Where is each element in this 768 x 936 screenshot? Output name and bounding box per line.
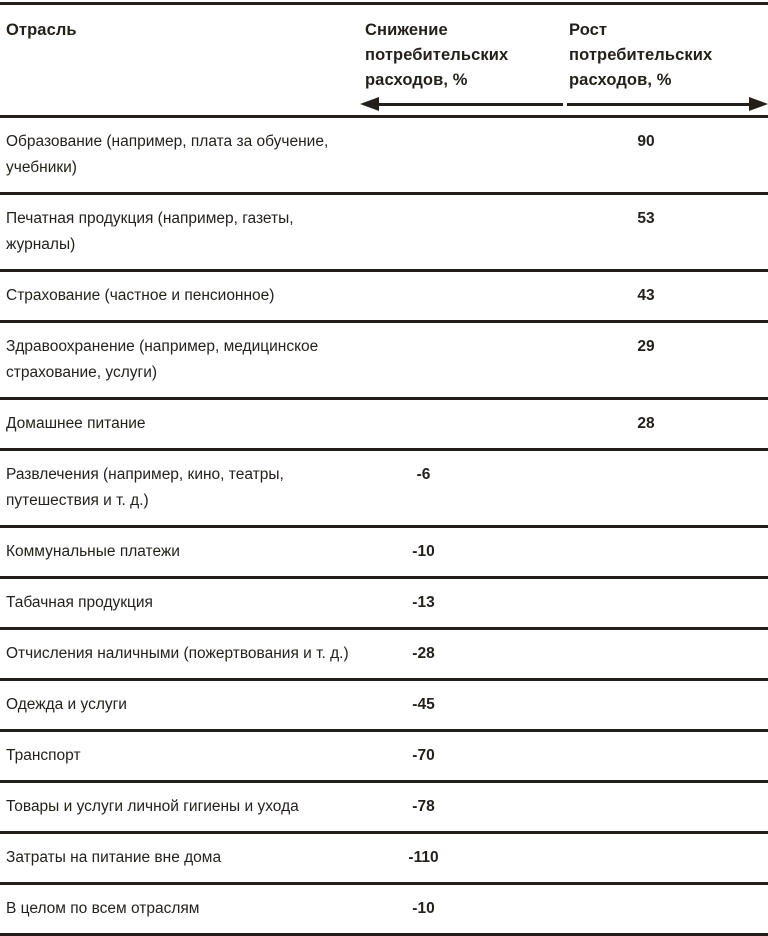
table-cell-industry xyxy=(0,399,360,450)
arrow-right-icon xyxy=(565,93,768,115)
increase-value: 29 xyxy=(637,338,655,355)
industry-label: Затраты на питание вне дома xyxy=(6,849,222,866)
decrease-value: -28 xyxy=(412,645,435,662)
header-arrow-increase-cell xyxy=(565,93,768,117)
arrow-left-head xyxy=(360,97,379,111)
table-row xyxy=(0,399,768,450)
increase-value: 90 xyxy=(637,133,655,150)
column-header-decrease-line2: потребительских xyxy=(365,46,509,64)
column-header-decrease xyxy=(360,0,565,93)
table-cell-decrease xyxy=(360,399,565,450)
decrease-value: -70 xyxy=(412,747,435,764)
table-cell-increase xyxy=(565,450,768,527)
decrease-value: -10 xyxy=(412,900,435,917)
table-row xyxy=(0,884,768,935)
arrow-left-shaft xyxy=(378,103,563,106)
table-cell-increase xyxy=(565,833,768,884)
table-row xyxy=(0,629,768,680)
decrease-value xyxy=(360,323,565,345)
table-cell-increase xyxy=(565,731,768,782)
column-header-increase-label xyxy=(565,0,768,93)
industry-label: Печатная продукция (например, газеты, журналы) xyxy=(6,210,294,253)
table-cell-decrease xyxy=(360,884,565,935)
table-cell-decrease xyxy=(360,629,565,680)
table-row xyxy=(0,322,768,399)
industry-label: Страхование (частное и пенсионное) xyxy=(6,287,275,304)
increase-value xyxy=(565,630,768,652)
table-row xyxy=(0,782,768,833)
decrease-value xyxy=(360,400,565,422)
industry-label: Товары и услуги личной гигиены и ухода xyxy=(6,798,299,815)
table-cell-decrease xyxy=(360,527,565,578)
decrease-value xyxy=(360,272,565,294)
table-cell-decrease xyxy=(360,322,565,399)
column-header-decrease-line1: Снижение xyxy=(365,21,448,39)
table-row xyxy=(0,833,768,884)
increase-value xyxy=(565,528,768,550)
increase-value xyxy=(565,783,768,805)
arrow-left-icon xyxy=(360,93,565,115)
industry-label: Одежда и услуги xyxy=(6,696,127,713)
industry-label: В целом по всем отраслям xyxy=(6,900,200,917)
increase-value: 28 xyxy=(637,415,655,432)
table-header-arrow-row xyxy=(0,93,768,117)
table-cell-decrease xyxy=(360,271,565,322)
decrease-value: -10 xyxy=(412,543,435,560)
decrease-value xyxy=(360,118,565,140)
decrease-value: -110 xyxy=(408,849,439,866)
table-row xyxy=(0,680,768,731)
table-row xyxy=(0,578,768,629)
table-cell-increase xyxy=(565,117,768,194)
column-header-increase-line3: расходов, % xyxy=(569,71,672,89)
table-row xyxy=(0,271,768,322)
increase-value: 53 xyxy=(637,210,655,227)
table-cell-decrease xyxy=(360,450,565,527)
column-header-increase xyxy=(565,0,768,93)
table-top-rule xyxy=(0,2,768,5)
increase-value xyxy=(565,885,768,907)
industry-label: Транспорт xyxy=(6,747,81,764)
table-cell-industry xyxy=(0,731,360,782)
table-cell-decrease xyxy=(360,833,565,884)
column-header-industry-label: Отрасль xyxy=(6,21,77,39)
table-cell-industry xyxy=(0,527,360,578)
table-cell-increase xyxy=(565,271,768,322)
industry-label: Коммунальные платежи xyxy=(6,543,180,560)
table-cell-decrease xyxy=(360,782,565,833)
table-cell-increase xyxy=(565,629,768,680)
table-cell-decrease xyxy=(360,731,565,782)
decrease-value xyxy=(360,195,565,217)
industry-label: Домашнее питание xyxy=(6,415,146,432)
table-body xyxy=(0,117,768,935)
table-row xyxy=(0,450,768,527)
table-cell-increase xyxy=(565,884,768,935)
table-header xyxy=(0,0,768,117)
industry-label: Табачная продукция xyxy=(6,594,153,611)
table-cell-industry xyxy=(0,629,360,680)
industry-label: Отчисления наличными (пожертвования и т. д.) xyxy=(6,645,349,662)
column-header-industry xyxy=(0,0,360,93)
arrow-right-shaft xyxy=(567,103,750,106)
increase-value: 43 xyxy=(637,287,655,304)
table-cell-increase xyxy=(565,399,768,450)
table-cell-industry xyxy=(0,194,360,271)
table-cell-industry xyxy=(0,450,360,527)
increase-value xyxy=(565,681,768,703)
table-cell-industry xyxy=(0,782,360,833)
table-cell-industry xyxy=(0,884,360,935)
decrease-value: -78 xyxy=(412,798,435,815)
increase-value xyxy=(565,834,768,856)
industry-label: Развлечения (например, кино, театры, путешествия и т. д.) xyxy=(6,466,284,509)
decrease-value: -13 xyxy=(412,594,435,611)
arrow-right-head xyxy=(749,97,768,111)
decrease-value: -6 xyxy=(416,466,431,483)
table-cell-decrease xyxy=(360,194,565,271)
table-cell-increase xyxy=(565,578,768,629)
increase-value xyxy=(565,579,768,601)
table-cell-industry xyxy=(0,578,360,629)
table-cell-industry xyxy=(0,833,360,884)
table-row xyxy=(0,117,768,194)
header-arrow-decrease-cell xyxy=(360,93,565,117)
table-cell-increase xyxy=(565,194,768,271)
industry-label: Здравоохранение (например, медицинское страхование, услуги) xyxy=(6,338,319,381)
column-header-increase-line1: Рост xyxy=(569,21,608,39)
table-cell-increase xyxy=(565,782,768,833)
column-header-increase-line2: потребительских xyxy=(569,46,713,64)
table-cell-industry xyxy=(0,271,360,322)
increase-value xyxy=(565,451,768,473)
table-cell-increase xyxy=(565,680,768,731)
table-row xyxy=(0,527,768,578)
header-arrow-spacer xyxy=(0,93,360,117)
table-cell-decrease xyxy=(360,117,565,194)
decrease-value: -45 xyxy=(412,696,435,713)
table-cell-increase xyxy=(565,527,768,578)
table-header-row xyxy=(0,0,768,93)
table-cell-industry xyxy=(0,117,360,194)
column-header-decrease-line3: расходов, % xyxy=(365,71,468,89)
column-header-decrease-label xyxy=(360,0,565,93)
table-row xyxy=(0,194,768,271)
industry-label: Образование (например, плата за обучение, учебники) xyxy=(6,133,329,176)
table-cell-industry xyxy=(0,322,360,399)
table-row xyxy=(0,731,768,782)
table-cell-industry xyxy=(0,680,360,731)
table-cell-decrease xyxy=(360,578,565,629)
increase-value xyxy=(565,732,768,754)
table-cell-decrease xyxy=(360,680,565,731)
table-cell-increase xyxy=(565,322,768,399)
